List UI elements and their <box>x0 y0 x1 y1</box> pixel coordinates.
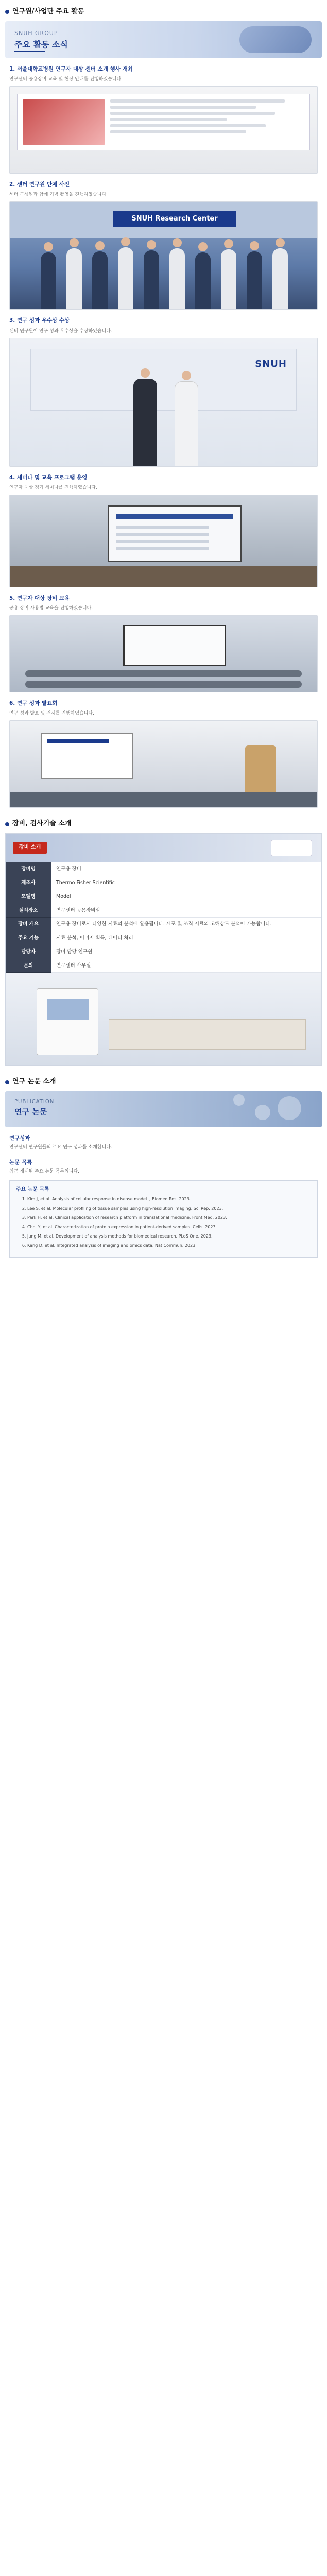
activity-item-title: 5. 연구자 대상 장비 교육 <box>9 595 70 601</box>
activity-item-title: 1. 서울대학교병원 연구자 대상 센터 소개 행사 개최 <box>9 65 133 72</box>
papers-sub-1 <box>0 1134 327 1151</box>
spec-label: 모델명 <box>6 890 51 904</box>
banner-underline <box>14 51 45 52</box>
photo-screen <box>41 733 133 779</box>
spec-row <box>6 862 321 876</box>
spec-label: 문의 <box>6 959 51 973</box>
activity-item-title: 3. 연구 성과 우수상 수상 <box>9 317 70 324</box>
spec-label: 담당자 <box>6 945 51 959</box>
activity-photo-stage <box>9 720 318 808</box>
activity-photo-group <box>9 201 318 310</box>
equipment-heading: 장비, 검사기술 소개 <box>12 820 72 828</box>
papers-section-title <box>0 1077 327 1087</box>
paper-item: 2. Lee S, et al. Molecular profiling of tissue samples using high-resolution imaging. Sci Rep. 2023. <box>27 1206 311 1212</box>
activity-item-title: 4. 세미나 및 교육 프로그램 운영 <box>9 474 88 481</box>
papers-list-box <box>9 1180 318 1258</box>
activity-item <box>9 595 318 692</box>
equipment-card <box>5 833 322 1066</box>
page <box>0 0 327 1278</box>
backdrop-text: SNUH <box>255 358 287 369</box>
papers-sub-2 <box>0 1159 327 1175</box>
activity-item-desc: 연구센터 공용장비 교육 및 현장 안내를 진행하였습니다. <box>9 77 123 82</box>
papers-list-title: 주요 논문 목록 <box>16 1186 49 1192</box>
activity-heading: 연구원/사업단 주요 활동 <box>12 8 84 15</box>
activity-photo-class <box>9 615 318 692</box>
activity-photo-lecture <box>9 495 318 587</box>
papers-banner-ko: 연구 논문 <box>14 1107 47 1117</box>
spec-value: Model <box>51 890 321 904</box>
spec-row <box>6 945 321 959</box>
equipment-badge: 장비 소개 <box>13 842 47 854</box>
papers-list <box>16 1196 311 1249</box>
papers-sub-desc: 연구센터 연구원들의 주요 연구 성과를 소개합니다. <box>9 1145 112 1150</box>
spec-label: 제조사 <box>6 876 51 890</box>
activity-banner-ko: 주요 활동 소식 <box>14 39 68 49</box>
papers-banner <box>5 1091 322 1127</box>
equipment-header <box>6 834 321 862</box>
activity-photo-award <box>9 338 318 467</box>
spec-label: 장비명 <box>6 862 51 876</box>
papers-sub-title: 연구성과 <box>9 1135 30 1142</box>
spec-value: 연구용 장비로서 다양한 시료의 분석에 활용됩니다. 세포 및 조직 시료의 고해상도 분석이 가능합니다. <box>51 918 321 931</box>
equipment-photo <box>6 973 321 1065</box>
spec-value: 시료 분석, 이미지 획득, 데이터 처리 <box>51 931 321 945</box>
equipment-spec-table <box>6 862 321 973</box>
photo-desk <box>10 566 317 587</box>
activity-banner-en: SNUH GROUP <box>14 29 58 37</box>
spec-row <box>6 959 321 973</box>
activity-item <box>9 65 318 174</box>
activity-item-desc: 연구자 대상 정기 세미나를 진행하였습니다. <box>9 485 97 490</box>
spec-value: 연구센터 사무실 <box>51 959 321 973</box>
spec-row <box>6 876 321 890</box>
papers-banner-en: PUBLICATION <box>14 1099 55 1105</box>
activity-section-title <box>0 7 327 17</box>
photo-screen <box>123 625 226 666</box>
paper-item: 5. Jung M, et al. Development of analysis methods for biomedical research. PLoS One. 2023. <box>27 1233 311 1240</box>
spec-value: 장비 담당 연구원 <box>51 945 321 959</box>
activity-item-desc: 센터 연구원이 연구 성과 우수상을 수상하였습니다. <box>9 328 112 334</box>
activity-item-desc: 공용 장비 사용법 교육을 진행하였습니다. <box>9 606 93 612</box>
activity-item <box>9 181 318 310</box>
photo-sample-image <box>23 99 105 145</box>
papers-sub-desc: 최근 게재된 주요 논문 목록입니다. <box>9 1168 80 1174</box>
papers-sub-title: 논문 목록 <box>9 1159 32 1165</box>
spec-label: 장비 개요 <box>6 918 51 931</box>
paper-item: 3. Park H, et al. Clinical application of research platform in translational medicine. Front Med. 2023. <box>27 1215 311 1221</box>
spec-value: Thermo Fisher Scientific <box>51 876 321 890</box>
activity-item <box>9 317 318 466</box>
equipment-machine <box>37 988 98 1055</box>
activity-item-title: 2. 센터 연구원 단체 사진 <box>9 181 70 188</box>
banner-decoration <box>239 26 312 53</box>
photo-exhibit <box>245 745 276 792</box>
spec-value: 연구센터 공용장비실 <box>51 904 321 918</box>
photo-panel <box>17 94 310 150</box>
activity-list <box>0 65 327 808</box>
activity-item-desc: 연구 성과 발표 및 전시를 진행하였습니다. <box>9 711 94 717</box>
activity-item-title: 6. 연구 성과 발표회 <box>9 700 58 707</box>
photo-screen <box>108 505 242 562</box>
paper-item: 6. Kang D, et al. Integrated analysis of imaging and omics data. Nat Commun. 2023. <box>27 1243 311 1249</box>
activity-banner <box>5 21 322 58</box>
activity-item-desc: 센터 구성원과 함께 기념 촬영을 진행하였습니다. <box>9 192 108 198</box>
paper-item: 4. Choi Y, et al. Characterization of protein expression in patient-derived samples. Cells. 2023. <box>27 1224 311 1230</box>
photo-sign: SNUH Research Center <box>113 211 236 227</box>
activity-item <box>9 474 318 587</box>
bullet-icon <box>5 1080 9 1084</box>
spec-row <box>6 904 321 918</box>
photo-backdrop <box>30 349 297 411</box>
photo-floor <box>10 792 317 807</box>
spec-value: 연구용 장비 <box>51 862 321 876</box>
spec-row <box>6 890 321 904</box>
spec-label: 설치장소 <box>6 904 51 918</box>
activity-photo-lab <box>9 86 318 174</box>
equipment-section-title <box>0 819 327 829</box>
spec-label: 주요 기능 <box>6 931 51 945</box>
spec-row <box>6 918 321 931</box>
papers-heading: 연구 논문 소개 <box>12 1078 56 1086</box>
equipment-logo <box>271 840 312 856</box>
spec-row <box>6 931 321 945</box>
equipment-bench <box>109 1019 306 1050</box>
activity-item <box>9 700 318 808</box>
bullet-icon <box>5 822 9 826</box>
paper-item: 1. Kim J, et al. Analysis of cellular response in disease model. J Biomed Res. 2023. <box>27 1196 311 1202</box>
photo-text-lines <box>110 99 304 145</box>
bullet-icon <box>5 10 9 14</box>
